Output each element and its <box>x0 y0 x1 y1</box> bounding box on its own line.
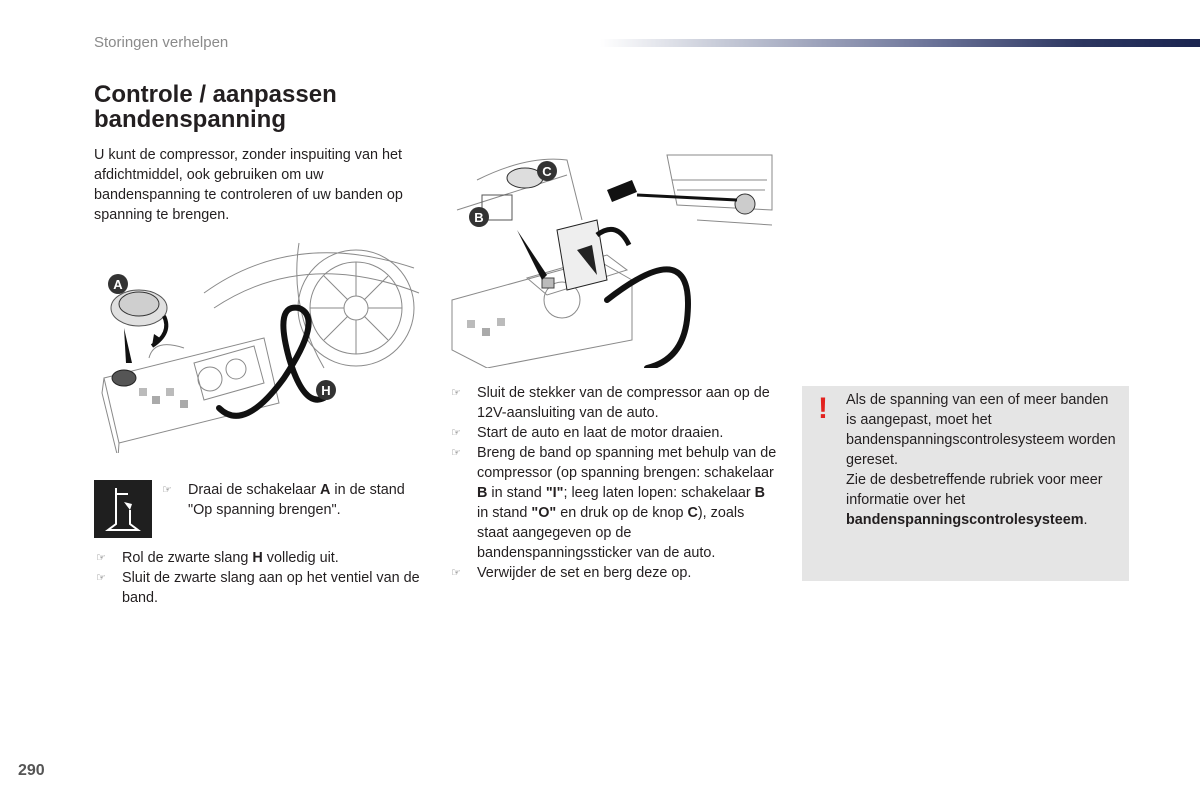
compressor-hose-illustration <box>94 238 424 453</box>
step-text <box>477 385 770 421</box>
text-run: Sluit de stekker van de compressor aan op de 12V-aansluiting van de auto. <box>477 385 770 421</box>
warning-paragraph <box>846 470 1116 530</box>
bold-term: "O" <box>531 505 557 521</box>
black-hose-drawing <box>219 308 324 416</box>
rotation-arrow <box>597 229 629 245</box>
step-text <box>122 550 339 566</box>
plug-drawing <box>607 180 637 202</box>
switch-step-list <box>160 480 420 520</box>
step-text <box>477 565 691 581</box>
bullet-icon: ☞ <box>96 572 106 584</box>
section-title: Storingen verhelpen <box>94 34 229 51</box>
step-item <box>449 443 779 563</box>
step-text <box>188 482 405 518</box>
bold-term: A <box>319 482 331 498</box>
page-heading: Controle / aanpassen bandenspanning <box>94 81 337 133</box>
step-text <box>122 570 420 606</box>
svg-text:B: B <box>474 210 484 225</box>
bullet-icon: ☞ <box>162 484 172 496</box>
wheel-drawing <box>204 243 419 368</box>
warning-paragraph <box>846 390 1116 470</box>
arrow-b-indicator <box>517 230 547 280</box>
text-run: volledig uit. <box>262 550 339 566</box>
power-cable-drawing <box>607 269 688 368</box>
bold-term: C <box>687 505 698 521</box>
step-item <box>449 383 779 423</box>
compressor-body-drawing <box>452 220 632 368</box>
step-item <box>449 563 779 583</box>
compressor-12v-illustration <box>447 150 777 368</box>
text-run: ), zoals staat aangegeven op de bandenspanningssticker van de auto. <box>477 505 745 561</box>
text-run: Breng de band op spanning met behulp van de compressor (op spanning brengen: schakelaar <box>477 445 777 481</box>
text-run: in stand <box>487 485 546 501</box>
page-number: 290 <box>18 762 45 779</box>
bold-term: B <box>754 485 766 501</box>
svg-text:H: H <box>321 383 331 398</box>
callout-a <box>108 274 128 294</box>
warning-text <box>846 390 1116 530</box>
bullet-icon: ☞ <box>451 567 461 579</box>
text-run: Rol de zwarte slang <box>122 550 253 566</box>
bold-term: "I" <box>545 485 564 501</box>
text-run: Zie de desbetreffende rubriek voor meer informatie over het <box>846 472 1103 508</box>
switch-step <box>160 480 420 520</box>
switch-detail-drawing <box>111 290 167 363</box>
bold-term: H <box>252 550 263 566</box>
step-text <box>477 445 776 561</box>
svg-text:A: A <box>113 277 123 292</box>
text-run: en druk op de knop <box>556 505 688 521</box>
callout-b <box>469 207 489 227</box>
warning-icon: ! <box>818 392 828 425</box>
step-item <box>94 568 429 608</box>
header-bar <box>600 39 1200 47</box>
callout-h <box>316 380 336 400</box>
text-run: Start de auto en laat de motor draaien. <box>477 425 724 441</box>
text-run: in stand <box>477 505 532 521</box>
text-run: . <box>1083 512 1088 528</box>
bold-term: bandenspanningscontrolesysteem <box>846 512 1084 528</box>
bold-term: B <box>477 485 488 501</box>
text-run: Sluit de zwarte slang aan op het ventiel van de band. <box>122 570 420 606</box>
bullet-icon: ☞ <box>451 427 461 439</box>
step-text <box>477 425 723 441</box>
callout-c <box>537 161 557 181</box>
hose-step-list <box>94 548 429 608</box>
text-run: ; leeg laten lopen: schakelaar <box>563 485 755 501</box>
text-run: in de stand "Op spanning brengen". <box>188 482 405 518</box>
bullet-icon: ☞ <box>451 447 461 459</box>
compressor-step-list <box>449 383 779 583</box>
compressor-switch-icon <box>94 480 152 538</box>
bullet-icon: ☞ <box>451 387 461 399</box>
svg-text:C: C <box>542 164 552 179</box>
intro-paragraph: U kunt de compressor, zonder inspuiting van het afdichtmiddel, ook gebruiken om uw bandenspanning te controleren of uw banden op spanning te brengen. <box>94 147 403 223</box>
bullet-icon: ☞ <box>96 552 106 564</box>
step-item <box>449 423 779 443</box>
text-run: Als de spanning van een of meer banden is aangepast, moet het bandenspanningscontrolesysteem worden gereset. <box>846 392 1116 468</box>
text-run: Draai de schakelaar <box>188 482 320 498</box>
step-item <box>94 548 429 568</box>
text-run: Verwijder de set en berg deze op. <box>477 565 692 581</box>
warning-box <box>802 386 1129 581</box>
